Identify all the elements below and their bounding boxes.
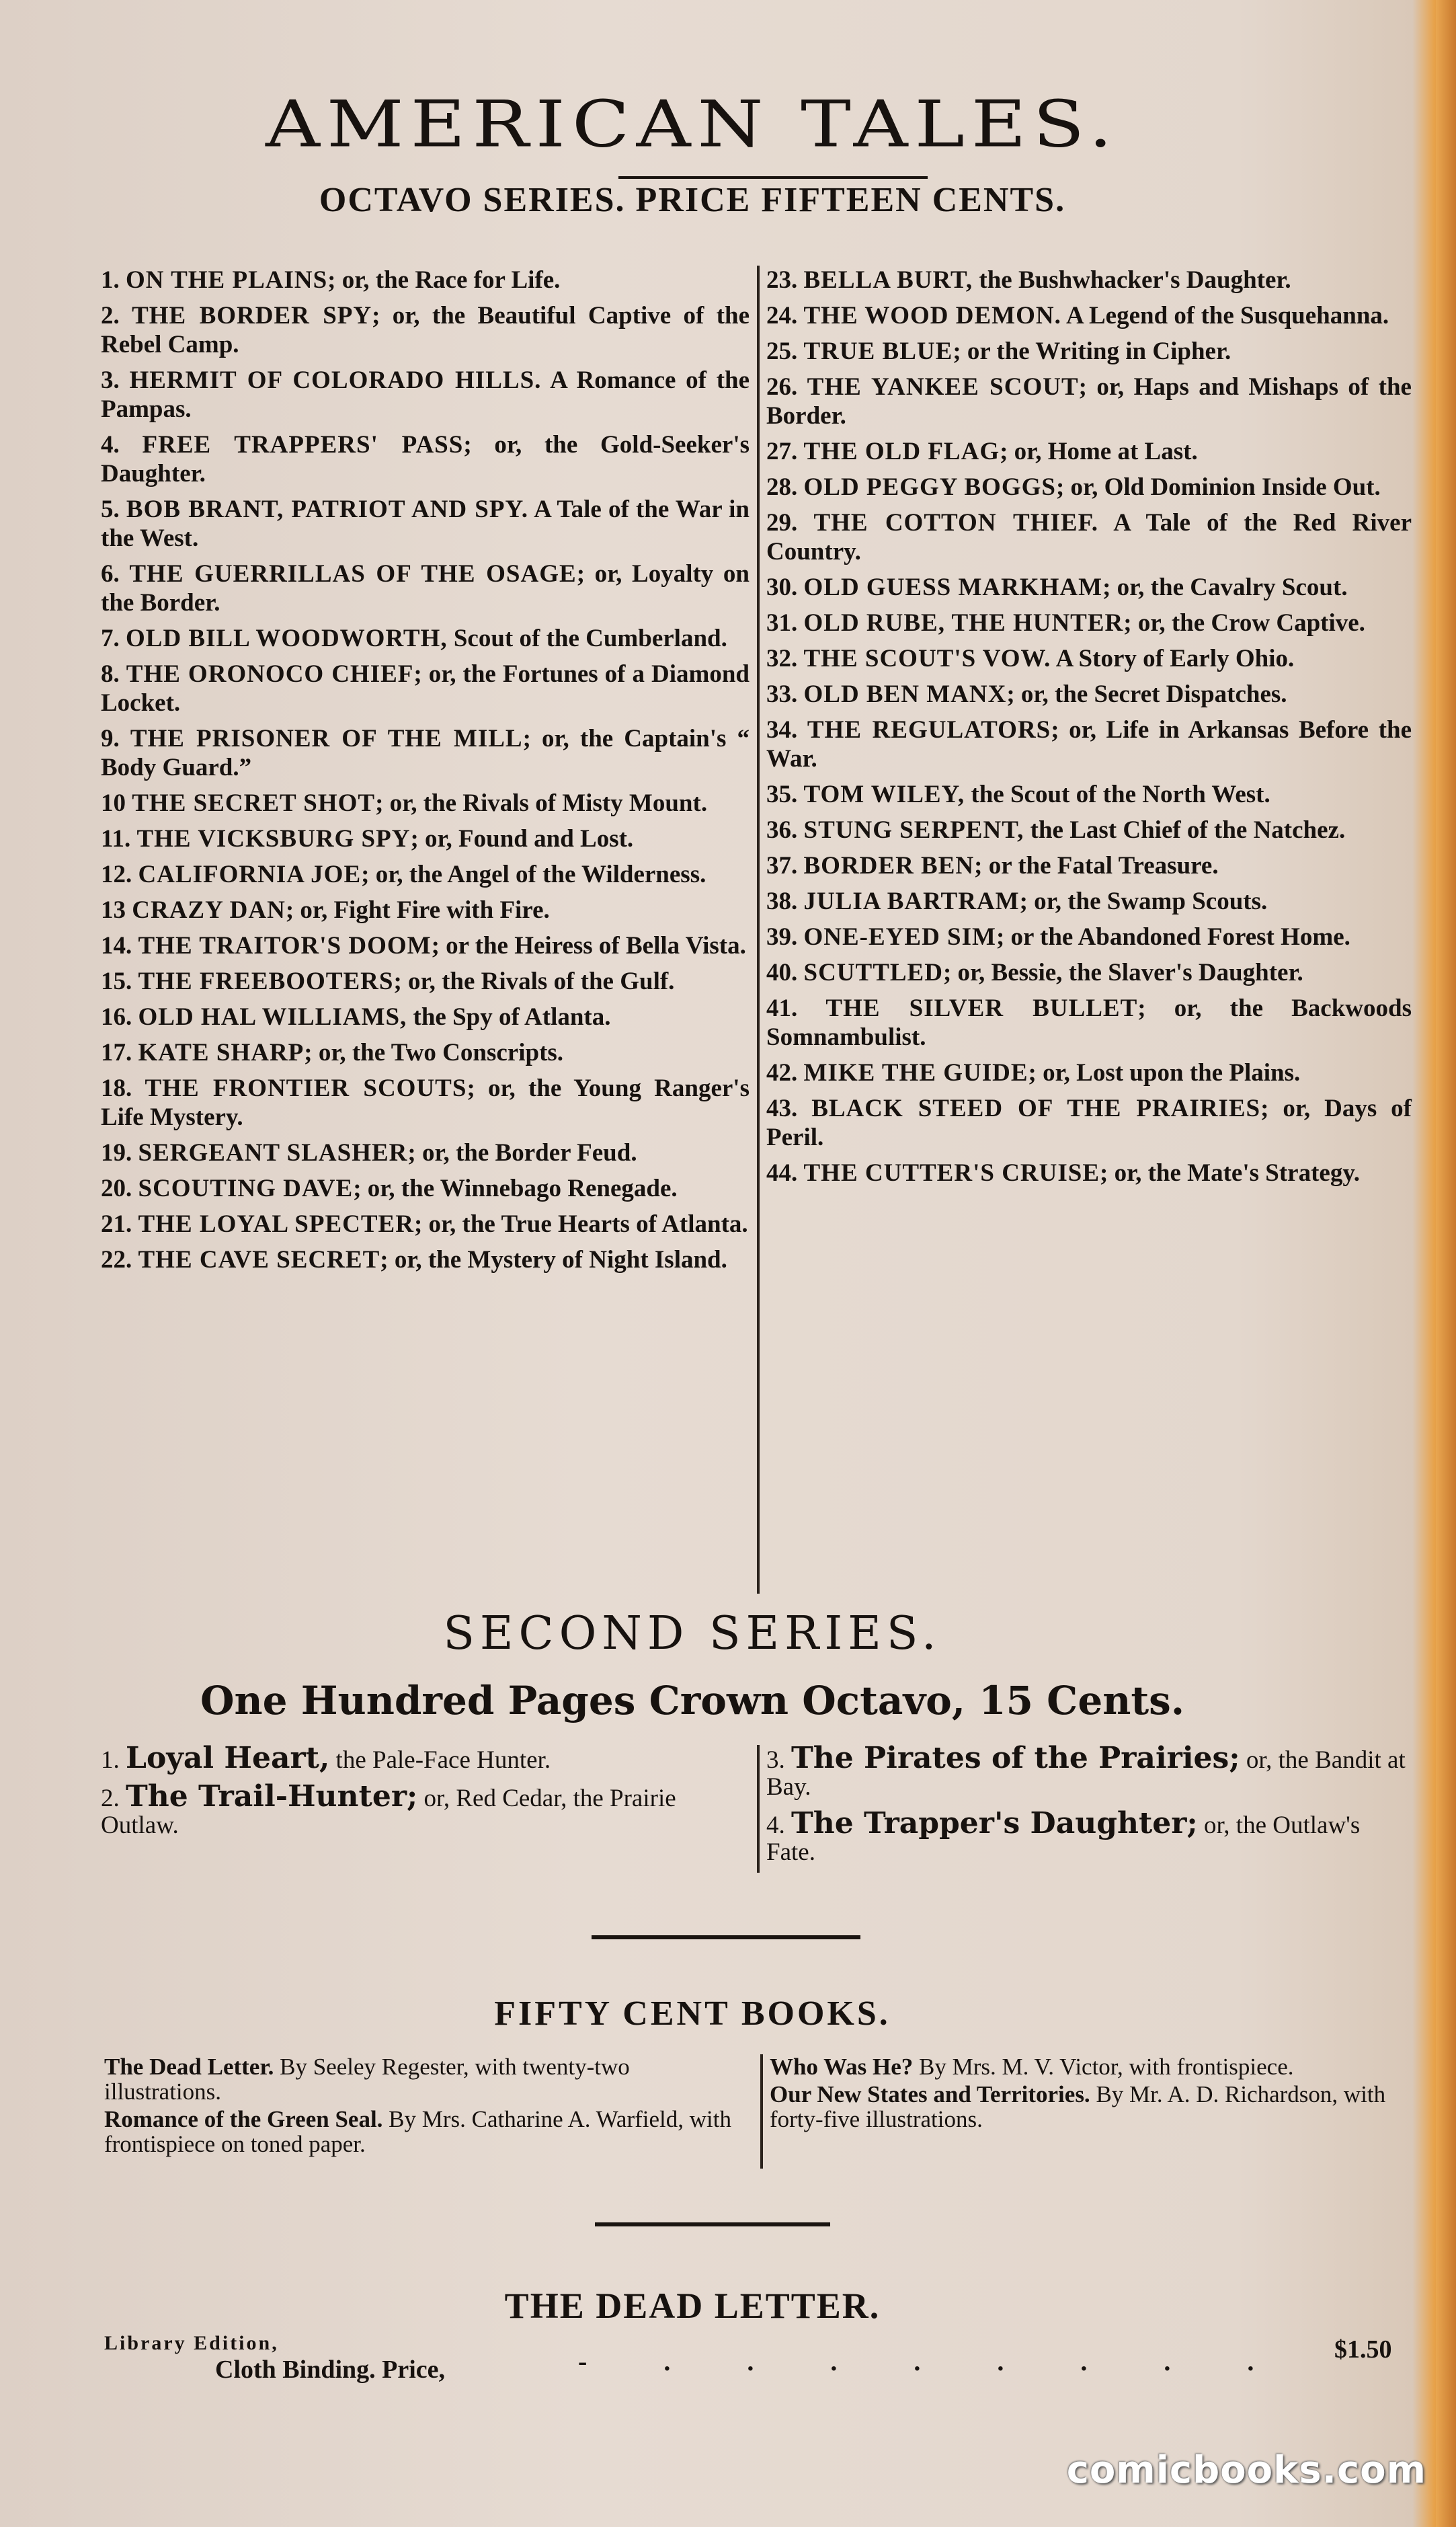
entry-subtitle: ; or, the Border Feud. [407,1139,637,1167]
entry-number: 17. [101,1039,132,1066]
paper-edge [1436,0,1456,2527]
entry-number: 33. [766,681,798,708]
entry-title: THE OLD FLAG [803,438,1000,465]
section-rule [595,2222,830,2226]
entry-title: The Trail-Hunter; [126,1779,418,1814]
list-item [766,1094,1412,1152]
binding-label: Cloth Binding. Price, [215,2356,446,2384]
entry-subtitle: ; or, the Crow Captive. [1123,609,1365,637]
entry-title: THE GUERRILLAS OF THE OSAGE [129,560,577,588]
list-item [766,923,1412,951]
entry-number: 19. [101,1139,132,1167]
entry-title: FREE TRAPPERS' PASS [142,431,464,459]
octavo-right-column [766,266,1412,1194]
entry-number: 43. [766,1095,798,1122]
entry-number: 28. [766,473,798,501]
entry-subtitle: ; or, the Cavalry Scout. [1102,574,1348,601]
entry-title: OLD HAL WILLIAMS, [138,1003,407,1031]
entry-subtitle: ; or the Abandoned Forest Home. [996,923,1350,951]
entry-subtitle: ; or, Life in Arkansas Before the War. [766,716,1412,773]
price-value: $1.50 [1334,2335,1392,2364]
entry-title: THE SECRET SHOT [132,789,376,817]
entry-number: 39. [766,923,798,951]
entry-title: THE CUTTER'S CRUISE [803,1159,1100,1187]
entry-title: BLACK STEED OF THE PRAIRIES [811,1095,1261,1122]
entry-title: The Pirates of the Prairies; [791,1741,1240,1775]
list-item [101,660,750,717]
entry-number: 31. [766,609,798,637]
entry-number: 6. [101,560,120,588]
entry-number: 4. [101,431,120,459]
entry-subtitle: ; or, the Secret Dispatches. [1006,681,1287,708]
entry-subtitle: ; or, the Race for Life. [327,266,561,294]
entry-subtitle: or, the Bandit at Bay. [766,1746,1406,1801]
list-item [101,1074,750,1132]
entry-number: 3. [101,366,120,394]
entry-title: JULIA BARTRAM [803,888,1020,915]
entry-title: SERGEANT SLASHER [138,1139,408,1167]
entry-subtitle: ; or, Bessie, the Slaver's Daughter. [942,959,1303,986]
fifty-cent-left-column [104,2054,746,2159]
entry-number: 27. [766,438,798,465]
list-item [766,958,1412,987]
entry-number: 36. [766,816,798,844]
entry-subtitle: ; or, Days of Peril. [766,1095,1412,1151]
entry-title: OLD GUESS MARKHAM [803,574,1103,601]
list-item [101,624,750,653]
entry-number: 21. [101,1210,132,1238]
entry-title: THE WOOD DEMON. [803,302,1061,329]
second-series-subtitle: One Hundred Pages Crown Octavo, 15 Cents. [200,1678,1185,1723]
list-item [766,573,1412,602]
entry-number: 25. [766,338,798,365]
entry-title: ON THE PLAINS [126,266,328,294]
entry-subtitle: ; or, the Captain's “ Body Guard.” [101,725,750,781]
entry-number: 23. [766,266,798,294]
entry-number: 14. [101,932,132,960]
octavo-series-list [101,266,1412,1610]
entry-subtitle: ; or, the Young Ranger's Life Mystery. [101,1075,750,1131]
entry-number: 7. [101,625,120,652]
list-item [766,609,1412,637]
entry-number: 18. [101,1075,132,1102]
entry-title: THE VICKSBURG SPY [136,825,411,853]
entry-subtitle: ; or, the Swamp Scouts. [1019,888,1268,915]
entry-number: 40. [766,959,798,986]
list-item [101,789,750,818]
entry-title: Loyal Heart, [126,1741,330,1775]
entry-title: CRAZY DAN [132,896,286,924]
list-item [101,1174,750,1203]
second-series-title: SECOND SERIES. [443,1607,942,1660]
list-item [101,860,750,889]
entry-title: THE REGULATORS [807,716,1051,744]
entry-number: 34. [766,716,798,744]
second-series-list [101,1741,1412,1879]
entry-title: BOB BRANT, PATRIOT AND SPY. [126,496,529,523]
list-item [766,437,1412,466]
list-item [101,824,750,853]
entry-title: CALIFORNIA JOE [138,861,362,888]
entry-number: 9. [101,725,120,752]
list-item [101,266,750,295]
entry-number: 4. [766,1812,785,1839]
entry-title: ONE-EYED SIM [803,923,996,951]
entry-number: 13 [101,896,126,924]
series-subtitle: OCTAVO SERIES. PRICE FIFTEEN CENTS. [319,181,1066,219]
entry-subtitle: A Tale of the Red River Country. [766,509,1412,566]
list-item [766,373,1412,430]
entry-number: 37. [766,852,798,880]
entry-subtitle: ; or, Fight Fire with Fire. [285,896,550,924]
entry-subtitle: ; or the Fatal Treasure. [974,852,1219,880]
entry-number: 26. [766,373,798,401]
entry-subtitle: By Mr. A. D. Richardson, with forty-five illustrations. [770,2081,1386,2132]
entry-title: THE SILVER BULLET [825,995,1138,1022]
entry-number: 15. [101,968,132,995]
dead-letter-title: THE DEAD LETTER. [504,2286,881,2326]
list-item [101,1038,750,1067]
entry-number: 12. [101,861,132,888]
list-item [766,680,1412,709]
entry-title: THE BORDER SPY [132,302,372,329]
list-item [766,266,1412,295]
column-divider [757,1745,760,1873]
entry-subtitle: ; or, the Angel of the Wilderness. [361,861,706,888]
second-series-left-column [101,1741,746,1849]
list-item [101,559,750,617]
entry-number: 24. [766,302,798,329]
list-item [766,887,1412,916]
list-item [101,724,750,782]
entry-subtitle: ; or, the Gold-Seeker's Daughter. [101,431,750,488]
list-item [766,715,1412,773]
entry-title: THE COTTON THIEF. [813,509,1099,537]
column-divider [760,2054,763,2169]
entry-subtitle: ; or, the Mate's Strategy. [1100,1159,1361,1187]
entry-number: 44. [766,1159,798,1187]
entry-subtitle: or, the Outlaw's Fate. [766,1812,1361,1866]
watermark: comicbooks.com [1066,2448,1426,2492]
entry-subtitle: By Mrs. M. V. Victor, with frontispiece. [913,2054,1294,2080]
entry-subtitle: ; or, the Backwoods Somnambulist. [766,995,1412,1051]
fifty-cent-right-column [770,2054,1415,2134]
entry-subtitle: ; or, Old Dominion Inside Out. [1055,473,1381,501]
fifty-cent-list [104,2054,1415,2175]
page-title: AMERICAN TALES. [266,87,1119,162]
list-item [101,430,750,488]
list-item [766,1806,1412,1866]
entry-title: OLD RUBE, THE HUNTER [803,609,1124,637]
entry-title: KATE SHARP [138,1039,305,1066]
list-item [766,508,1412,566]
list-item [766,473,1412,502]
entry-subtitle: ; or, the True Hearts of Atlanta. [413,1210,748,1238]
entry-title: MIKE THE GUIDE [803,1059,1028,1087]
entry-number: 41. [766,995,798,1022]
list-item [770,2054,1415,2079]
list-item [101,1741,746,1775]
entry-title: Romance of the Green Seal. [104,2106,383,2132]
list-item [766,816,1412,845]
entry-title: OLD PEGGY BOGGS [803,473,1056,501]
list-item [770,2082,1415,2132]
list-item [766,301,1412,330]
entry-title: STUNG SERPENT, [803,816,1024,844]
entry-title: THE SCOUT'S VOW. [803,645,1051,672]
list-item [766,1058,1412,1087]
list-item [101,967,750,996]
entry-number: 10 [101,789,126,817]
entry-subtitle: or, Red Cedar, the Prairie Outlaw. [101,1785,676,1839]
entry-number: 1. [101,266,120,294]
entry-subtitle: the Pale-Face Hunter. [329,1746,551,1774]
entry-subtitle: By Seeley Regester, with twenty-two illustrations. [104,2054,630,2105]
entry-subtitle: A Romance of the Pampas. [101,366,750,423]
entry-number: 32. [766,645,798,672]
entry-title: The Trapper's Daughter; [791,1806,1198,1840]
entry-subtitle: ; or, Found and Lost. [410,825,634,853]
list-item [101,1138,750,1167]
list-item [101,1210,750,1239]
entry-number: 11. [101,825,131,853]
entry-number: 2. [101,302,120,329]
entry-title: OLD BILL WOODWORTH, [126,625,448,652]
entry-number: 20. [101,1175,132,1202]
entry-subtitle: ; or, the Fortunes of a Diamond Locket. [101,660,750,717]
list-item [101,1779,746,1839]
entry-subtitle: A Legend of the Susquehanna. [1061,302,1389,329]
entry-number: 3. [766,1746,785,1774]
entry-title: BELLA BURT, [803,266,973,294]
entry-title: THE ORONOCO CHIEF [126,660,414,688]
entry-number: 29. [766,509,798,537]
column-divider [757,266,760,1594]
entry-number: 8. [101,660,120,688]
entry-title: SCUTTLED [803,959,943,986]
list-item [104,2054,746,2104]
entry-subtitle: the Last Chief of the Natchez. [1024,816,1346,844]
entry-title: TRUE BLUE [803,338,953,365]
list-item [101,366,750,424]
entry-subtitle: ; or, Haps and Mishaps of the Border. [766,373,1412,430]
entry-subtitle: ; or, the Rivals of Misty Mount. [375,789,708,817]
entry-subtitle: the Spy of Atlanta. [407,1003,611,1031]
entry-title: Our New States and Territories. [770,2081,1090,2107]
entry-title: THE FRONTIER SCOUTS [145,1075,467,1102]
entry-number: 35. [766,781,798,808]
entry-subtitle: ; or, the Rivals of the Gulf. [393,968,675,995]
entry-title: SCOUTING DAVE [138,1175,354,1202]
entry-subtitle: ; or, Home at Last. [1000,438,1198,465]
entry-title: THE PRISONER OF THE MILL [130,725,523,752]
list-item [101,301,750,359]
entry-subtitle: ; or, the Two Conscripts. [304,1039,564,1066]
entry-title: OLD BEN MANX [803,681,1007,708]
entry-subtitle: A Story of Early Ohio. [1051,645,1295,672]
list-item [766,1159,1412,1188]
list-item [766,644,1412,673]
list-item [104,2107,746,2156]
list-item [766,1741,1412,1801]
entry-subtitle: By Mrs. Catharine A. Warfield, with frontispiece on toned paper. [104,2106,731,2157]
library-edition-label: Library Edition, [104,2332,279,2354]
entry-subtitle: A Tale of the War in the West. [101,496,750,552]
entry-number: 2. [101,1785,120,1812]
list-item [101,896,750,925]
entry-title: THE CAVE SECRET [138,1246,380,1274]
entry-subtitle: ; or, the Winnebago Renegade. [353,1175,678,1202]
entry-subtitle: ; or, the Beautiful Captive of the Rebel Camp. [101,302,750,358]
entry-subtitle: ; or, Lost upon the Plains. [1028,1059,1301,1087]
list-item [101,931,750,960]
entry-subtitle: ; or the Heiress of Bella Vista. [431,932,746,960]
entry-number: 16. [101,1003,132,1031]
list-item [766,337,1412,366]
entry-number: 1. [101,1746,120,1774]
entry-title: THE LOYAL SPECTER [138,1210,414,1238]
entry-title: THE FREEBOOTERS [138,968,394,995]
entry-title: THE TRAITOR'S DOOM [138,932,432,960]
fifty-cent-title: FIFTY CENT BOOKS. [494,1994,891,2033]
leader-dots: - . . . . . . . . [578,2346,1289,2376]
octavo-left-column [101,266,750,1281]
entry-title: BORDER BEN [803,852,975,880]
entry-subtitle: Scout of the Cumberland. [447,625,727,652]
list-item [766,780,1412,809]
list-item [766,994,1412,1052]
list-item [101,495,750,553]
list-item [101,1003,750,1032]
entry-subtitle: ; or, Loyalty on the Border. [101,560,750,617]
entry-subtitle: ; or the Writing in Cipher. [953,338,1231,365]
entry-number: 30. [766,574,798,601]
title-rule [618,176,928,179]
entry-number: 38. [766,888,798,915]
entry-subtitle: the Scout of the North West. [965,781,1270,808]
entry-title: THE YANKEE SCOUT [807,373,1079,401]
entry-title: TOM WILEY, [803,781,965,808]
list-item [101,1245,750,1274]
entry-number: 5. [101,496,120,523]
entry-number: 42. [766,1059,798,1087]
entry-title: Who Was He? [770,2054,914,2080]
entry-number: 22. [101,1246,132,1274]
second-series-right-column [766,1741,1412,1875]
entry-subtitle: the Bushwhacker's Daughter. [973,266,1291,294]
entry-subtitle: ; or, the Mystery of Night Island. [380,1246,727,1274]
list-item [766,851,1412,880]
section-rule [592,1935,860,1939]
entry-title: HERMIT OF COLORADO HILLS. [129,366,542,394]
entry-title: The Dead Letter. [104,2054,274,2080]
